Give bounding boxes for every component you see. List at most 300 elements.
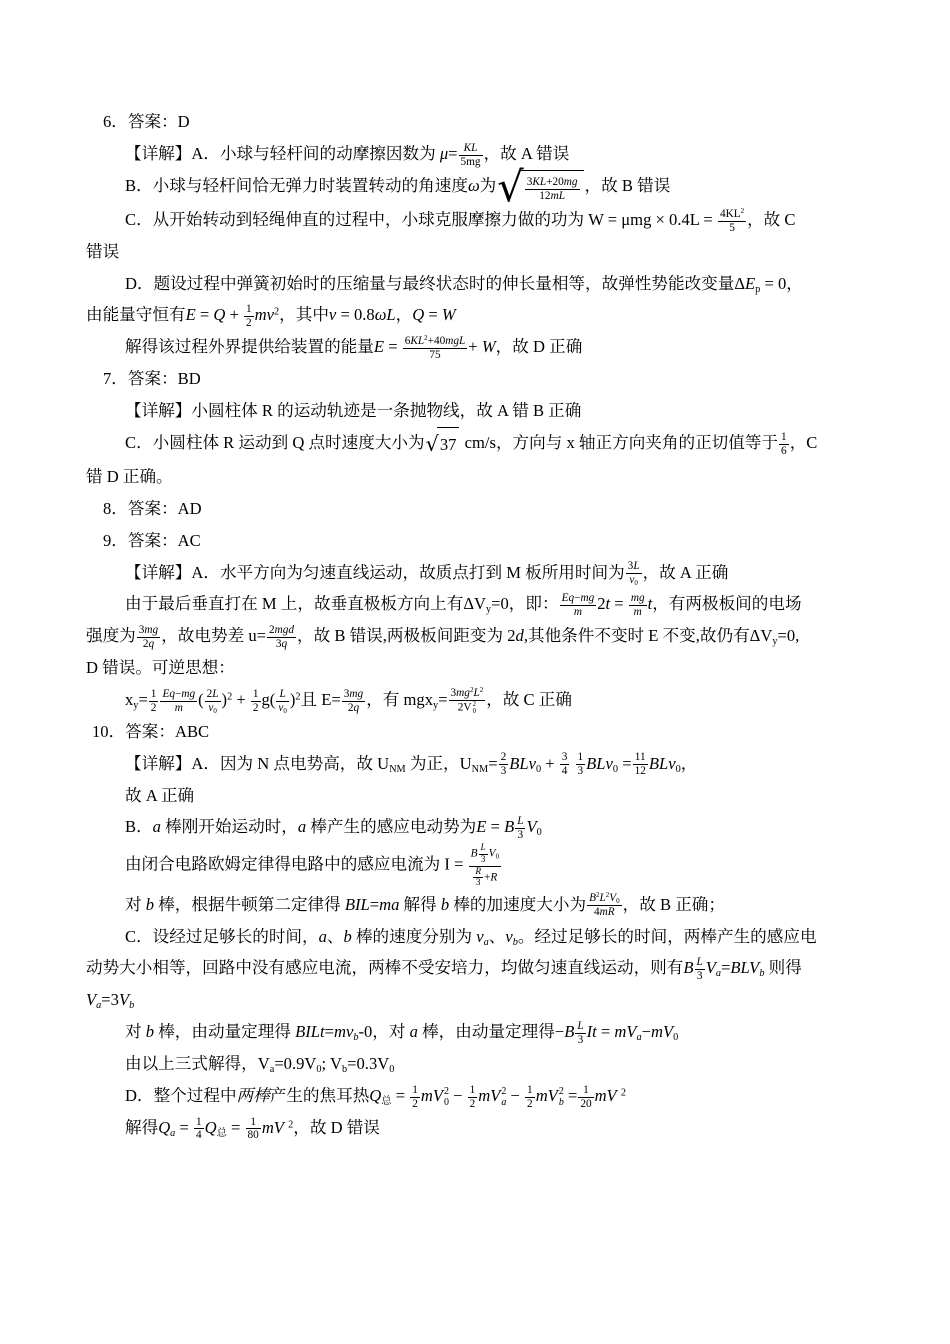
text-run: 解得 [125, 1117, 159, 1137]
text-run: − [574, 592, 581, 605]
denominator [468, 1097, 478, 1111]
italic-run: a [501, 1097, 507, 1109]
detail-10b-cont1 [86, 843, 870, 889]
numerator [587, 892, 622, 905]
italic-run: L [577, 1019, 584, 1032]
italic-run: mR [599, 906, 615, 919]
italic-run: mg [181, 687, 196, 700]
fraction [560, 592, 597, 619]
italic-run: ωL [374, 305, 396, 325]
detail-10c-cont1 [86, 952, 870, 984]
denominator [633, 764, 648, 778]
denominator [629, 605, 647, 619]
text-run: ，故电势差 u= [161, 626, 266, 646]
text-run: =0.3V [347, 1054, 390, 1074]
fraction [587, 892, 622, 919]
detail-10a-cont [86, 780, 870, 812]
text-run: 2 [500, 751, 507, 764]
text-run: 1 [469, 1083, 476, 1096]
denominator [718, 221, 746, 235]
answer-6 [86, 106, 870, 138]
text-run: 2 [252, 701, 259, 714]
fraction [276, 688, 289, 715]
subscript [673, 1032, 678, 1043]
text-run: 1 [250, 1115, 256, 1128]
italic-run: Eq [561, 592, 575, 605]
text-run: ) [289, 689, 296, 709]
fraction [137, 624, 160, 651]
text-run: 棒，根据牛顿第二定律得 [154, 894, 345, 914]
fraction [626, 560, 642, 587]
italic-run: v [476, 926, 484, 946]
text-run: y [486, 604, 492, 616]
text-run: 1 [577, 751, 584, 764]
text-run: ，故 B 错误 [584, 175, 671, 195]
text-run: 0 [213, 706, 217, 715]
radical-symbol: √ [425, 431, 439, 456]
italic-run: mg [144, 623, 159, 636]
denominator [267, 637, 296, 651]
subscript [389, 1064, 394, 1075]
italic-run: ma [379, 894, 400, 914]
detail-10c-cont4 [86, 1048, 870, 1080]
text-run: 2V [457, 701, 472, 714]
denominator [205, 701, 221, 715]
radicand [521, 170, 584, 204]
italic-run: v [629, 574, 635, 587]
text-run: 棒，由动量定理得− [417, 1022, 565, 1042]
fraction [160, 688, 197, 715]
italic-run: mL [550, 189, 565, 202]
detail-10c-cont3 [86, 1016, 870, 1048]
text-run: B．小球与轻杆间恰无弹力时装置转动的角速度 [125, 175, 468, 195]
italic-run: mgL [445, 334, 466, 347]
detail-10a [86, 748, 870, 780]
denominator [342, 701, 365, 715]
text-run: 3 [343, 687, 350, 700]
italic-run: d [515, 626, 524, 646]
subscript [473, 708, 476, 715]
text-run: 3 [696, 970, 703, 983]
text-run: 2 [227, 691, 233, 703]
denominator [251, 701, 261, 715]
text-run: 2 [424, 334, 428, 343]
italic-run: b [759, 968, 765, 980]
text-run: ，C [789, 432, 818, 452]
text-run: = [438, 689, 448, 709]
numerator [578, 1084, 593, 1097]
text-run: ，故 D 错误 [293, 1117, 380, 1137]
italic-run: L [480, 843, 486, 854]
text-run: 解得 [399, 894, 441, 914]
text-run: 8．答案：AD [103, 498, 202, 518]
subscript [129, 1000, 134, 1011]
italic-run: BLv [586, 753, 613, 773]
fraction [576, 751, 586, 778]
denominator [194, 1128, 204, 1142]
text-run: ， [680, 753, 698, 773]
fraction [575, 1020, 585, 1047]
text-run: y [433, 699, 439, 711]
subscript [283, 707, 287, 715]
text-run: 3 [526, 175, 533, 188]
radicand [437, 427, 460, 461]
text-run: ，故 C [747, 209, 796, 229]
text-run: 0 [616, 897, 620, 906]
detail-9b [86, 588, 870, 620]
italic-run: v [328, 305, 337, 325]
text-run: − [448, 1085, 467, 1105]
denominator [246, 1128, 261, 1142]
numerator [149, 688, 159, 701]
italic-run: b [343, 926, 352, 946]
numerator [695, 956, 705, 969]
text-run: ) [221, 689, 228, 709]
italic-run: E [373, 337, 385, 357]
text-run: ，有 mgx [366, 689, 434, 709]
italic-run: KL [410, 334, 425, 347]
superscript [480, 686, 484, 694]
subscript [217, 1128, 227, 1139]
italic-run: Q [204, 1117, 217, 1137]
italic-run: B [564, 1022, 575, 1042]
italic-run: a [715, 968, 722, 980]
text-run: 0 [673, 1032, 679, 1044]
italic-run: B [589, 892, 596, 905]
numerator [194, 1116, 204, 1129]
denominator [576, 764, 586, 778]
text-run: D．整个过程中 [125, 1085, 237, 1105]
denominator [473, 877, 483, 889]
text-run: 【详解】A．因为 N 点电势高，故 U [125, 753, 390, 773]
numerator [251, 688, 261, 701]
italic-run: t [605, 594, 611, 614]
denominator [469, 866, 501, 889]
fraction [342, 688, 365, 715]
text-run: 12 [634, 765, 646, 778]
italic-run: V [86, 990, 97, 1010]
text-run: = [488, 753, 498, 773]
fraction [459, 142, 483, 169]
subscript [616, 897, 620, 905]
italic-run: mg [630, 592, 645, 605]
text-run: 0 [389, 1063, 395, 1075]
text-run: ,其他条件不变时 E 不变,故仍有ΔV [523, 626, 773, 646]
italic-run: 两棒 [236, 1085, 270, 1105]
text-run: 2 [206, 687, 213, 700]
text-run: p [755, 283, 761, 295]
text-run: C．小圆柱体 R 运动到 Q 点时速度大小为 [125, 432, 425, 452]
text-run: 3 [577, 765, 584, 778]
numerator [205, 688, 221, 701]
denominator [695, 969, 705, 983]
text-run: 、 [326, 926, 344, 946]
text-run: 2 [295, 691, 301, 703]
detail-10c-cont2 [86, 984, 870, 1016]
text-run: = [486, 817, 505, 837]
italic-run: b [440, 894, 450, 914]
text-run: = [563, 1085, 578, 1105]
text-run: 12 [539, 189, 551, 202]
text-run: 5 [729, 221, 735, 234]
italic-run: mV [535, 1085, 558, 1105]
text-run: D 错误。可逆思想： [86, 658, 235, 678]
text-run: + [484, 871, 491, 884]
numerator [718, 208, 746, 221]
text-run: 2 [288, 1119, 294, 1131]
text-run: = [384, 337, 402, 357]
answer-10 [86, 716, 870, 748]
text-run: NM [471, 763, 489, 775]
text-run: -0，对 [358, 1022, 410, 1042]
text-run: C．设经过足够长的时间， [125, 926, 319, 946]
text-run: +20 [546, 175, 564, 188]
detail-10d [86, 1080, 870, 1112]
superscript [621, 1087, 626, 1098]
fraction [499, 751, 509, 778]
fraction [246, 1116, 261, 1143]
numerator [626, 560, 642, 573]
italic-run: mg [563, 175, 578, 188]
numerator [499, 751, 509, 764]
text-run: 6．答案：D [103, 112, 190, 131]
text-run: ，有两极板间的电场 [652, 594, 802, 614]
denominator [575, 1033, 585, 1047]
text-run: ，故 C 正确 [486, 689, 572, 709]
denominator [479, 854, 488, 866]
text-run: 1 [583, 1083, 589, 1096]
text-run: 0 [316, 1063, 322, 1075]
text-run: 2 [268, 623, 275, 636]
text-run: = [391, 1085, 410, 1105]
text-run: y [133, 699, 139, 711]
italic-run: V [609, 892, 617, 905]
text-run: =0.9V [274, 1054, 317, 1074]
numerator [246, 1116, 261, 1129]
text-run: 37 [439, 435, 457, 455]
radical-symbol: √ [497, 162, 524, 212]
numerator [629, 592, 647, 605]
numerator [575, 1020, 585, 1033]
text-run: = [618, 753, 632, 773]
text-run: 2 [472, 700, 476, 708]
text-run: 3 [627, 560, 634, 573]
text-run: ， [395, 305, 413, 325]
text-run: = [324, 1022, 334, 1042]
text-run: = [596, 1022, 615, 1042]
text-run: 总 [381, 1095, 392, 1107]
numerator [779, 431, 789, 444]
numerator [276, 688, 289, 701]
denominator [560, 605, 597, 619]
text-run: 产生的焦耳热 [269, 1085, 370, 1105]
text-run: b [342, 1063, 348, 1075]
text-run: 棒刚开始运动时， [160, 817, 298, 837]
numerator [267, 624, 296, 637]
denominator [578, 1097, 593, 1111]
fraction [449, 687, 486, 716]
text-run: 【详解】A．小球与轻杆间的动摩擦因数为 [125, 143, 440, 163]
italic-run: Q [412, 305, 425, 325]
italic-run: E [476, 817, 487, 837]
fraction [403, 335, 468, 362]
fraction [525, 176, 580, 203]
fraction [469, 843, 501, 889]
text-run: 为 [479, 175, 497, 195]
text-run: 2 [605, 891, 610, 900]
italic-run: b [145, 894, 155, 914]
text-run: 为正，U [405, 753, 472, 773]
fraction [629, 592, 647, 619]
italic-run: V [705, 958, 716, 978]
italic-run: mg [456, 686, 470, 699]
subscript [634, 579, 638, 587]
text-run: 2 [246, 317, 252, 330]
italic-run: b [353, 1032, 359, 1044]
subscript [389, 764, 406, 775]
italic-run: a [297, 817, 307, 837]
fraction [479, 843, 488, 865]
text-run: 2 [479, 685, 484, 694]
text-run: 4 [594, 906, 600, 919]
italic-run: m [573, 606, 582, 619]
text-run: 棒的速度分别为 [351, 926, 477, 946]
detail-9c [86, 684, 870, 716]
detail-10b-cont2 [86, 889, 870, 921]
text-run: 2 [469, 685, 474, 694]
fraction [633, 751, 648, 778]
italic-run: μ [439, 143, 449, 163]
fraction [267, 624, 296, 651]
italic-run: mV [594, 1085, 617, 1105]
superscript [473, 701, 476, 708]
denominator [560, 764, 570, 778]
italic-run: L [473, 686, 480, 699]
numerator [525, 176, 580, 189]
text-run: 9．答案：AC [103, 530, 201, 550]
text-run: 棒，由动量定理得 [154, 1022, 296, 1042]
text-run: 10．答案：ABC [92, 721, 210, 741]
text-run: + [541, 753, 559, 773]
text-run: 动势大小相等，回路中没有感应电流，两棒不受安培力，均做匀速直线运动，则有 [86, 958, 684, 978]
detail-10c [86, 921, 870, 953]
text-run: 则得 [764, 958, 802, 978]
italic-run: W [481, 337, 496, 357]
text-run: a [269, 1063, 275, 1075]
sup-sub-stack [473, 701, 476, 716]
text-run: 2 [444, 1086, 449, 1098]
text-run: 棒的加速度大小为 [449, 894, 587, 914]
fraction [251, 688, 261, 715]
text-run: 20 [580, 1097, 592, 1110]
text-run: = [424, 305, 442, 325]
text-run: 解得该过程外界提供给装置的能量 [125, 337, 374, 357]
fraction [410, 1084, 420, 1111]
detail-6a [86, 138, 870, 170]
text-run: 棒产生的感应电动势为 [306, 817, 477, 837]
italic-run: a [636, 1032, 642, 1044]
text-run: 1 [246, 303, 252, 316]
italic-run: BIL [344, 894, 370, 914]
subscript [381, 1096, 391, 1107]
denominator [499, 764, 509, 778]
text-run: ，其中 [279, 305, 329, 325]
italic-run: v [505, 926, 513, 946]
numerator [576, 751, 586, 764]
numerator [515, 815, 525, 828]
italic-run: KL [463, 141, 478, 154]
italic-run: E [745, 273, 756, 293]
answer-7 [86, 363, 870, 395]
text-run: ，故 D 正确 [495, 337, 583, 357]
text-run: 【详解】小圆柱体 R 的运动轨迹是一条抛物线，故 A 错 B 正确 [125, 400, 582, 420]
italic-run: v [208, 701, 214, 714]
italic-run: KL [532, 175, 547, 188]
text-run: − [174, 687, 182, 700]
italic-run: BLv [648, 753, 676, 773]
italic-run: mv [254, 305, 274, 325]
numerator [468, 1084, 478, 1097]
text-run: = [721, 958, 731, 978]
text-run: 2 [501, 1086, 507, 1098]
numerator [342, 688, 365, 701]
text-run: 4KL [719, 207, 741, 220]
subscript [496, 853, 500, 861]
denominator [525, 189, 580, 203]
numerator [473, 867, 483, 878]
text-run: + [468, 337, 482, 357]
fraction [149, 688, 159, 715]
text-run: 且 E= [300, 689, 341, 709]
italic-run: a [318, 926, 327, 946]
text-run: 强度为 [86, 626, 136, 646]
text-run: 1 [781, 430, 787, 443]
detail-9b-cont1 [86, 620, 870, 652]
text-run: 0 [675, 763, 681, 775]
text-run: 2 [597, 594, 606, 614]
numerator [160, 688, 197, 701]
italic-run: mV [261, 1117, 284, 1137]
radical [426, 427, 460, 461]
detail-6d-cont1 [86, 299, 870, 331]
text-run: 错 D 正确。 [86, 466, 173, 486]
text-run: 对 [125, 1022, 146, 1042]
text-run: 2 [412, 1097, 418, 1110]
detail-6d-cont2 [86, 331, 870, 363]
detail-6c [86, 204, 870, 236]
italic-run: R [490, 871, 498, 884]
italic-run: t [647, 594, 653, 614]
text-run: 3 [577, 1033, 584, 1046]
text-run: 0 [283, 706, 287, 715]
italic-run: L [279, 687, 286, 700]
detail-6c-cont [86, 236, 870, 268]
text-run: =0，即： [491, 594, 559, 614]
italic-run: L [599, 892, 606, 905]
italic-run: mV [651, 1022, 674, 1042]
italic-run: L [212, 687, 219, 700]
text-run: 0 [472, 708, 476, 716]
detail-6b [86, 162, 870, 212]
text-run: 3 [561, 751, 568, 764]
text-run: 4 [195, 1129, 202, 1142]
italic-run: B [470, 847, 478, 860]
italic-run: V [526, 817, 537, 837]
italic-run: q [281, 637, 288, 650]
text-run: 2 [347, 701, 354, 714]
italic-run: B [683, 958, 694, 978]
italic-run: BILt [295, 1022, 325, 1042]
